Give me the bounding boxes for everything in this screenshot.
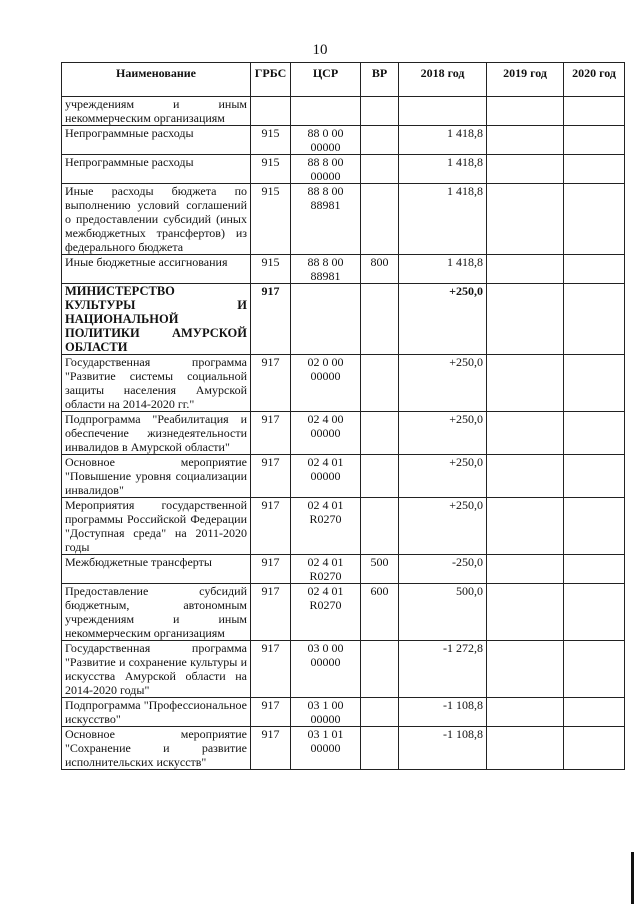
cell-2020 [564,184,625,255]
cell-csr: 88 8 00 88981 [291,255,361,284]
cell-2019 [487,355,564,412]
table-header [62,63,625,97]
cell-2020 [564,355,625,412]
cell-2019 [487,97,564,126]
cell-vr [361,97,399,126]
cell-2018: +250,0 [399,284,487,355]
cell-name: Межбюджетные трансферты [62,555,251,584]
cell-grbs: 917 [251,555,291,584]
cell-2019 [487,455,564,498]
cell-2018: -1 272,8 [399,641,487,698]
cell-2019 [487,641,564,698]
cell-name: Иные бюджетные ассигнования [62,255,251,284]
cell-2019 [487,498,564,555]
page-number: 10 [312,42,328,58]
table-row [62,126,625,155]
cell-2019 [487,584,564,641]
cell-grbs: 917 [251,584,291,641]
cell-vr [361,126,399,155]
cell-2018: -1 108,8 [399,727,487,770]
cell-csr: 02 4 00 00000 [291,412,361,455]
cell-grbs: 915 [251,255,291,284]
cell-vr [361,498,399,555]
header-vr: ВР [361,63,399,97]
table-row [62,641,625,698]
cell-csr [291,97,361,126]
cell-2018: 1 418,8 [399,155,487,184]
cell-csr: 88 8 00 00000 [291,155,361,184]
cell-2018: +250,0 [399,455,487,498]
cell-name: Подпрограмма "Профессиональное искусство" [62,698,251,727]
cell-vr [361,355,399,412]
cell-name: Государственная программа "Развитие системы социальной защиты населения Амурской области на 2014-2020 гг." [62,355,251,412]
cell-2018: 1 418,8 [399,184,487,255]
cell-csr: 02 4 01 00000 [291,455,361,498]
cell-grbs: 915 [251,184,291,255]
cell-name: Основное мероприятие "Повышение уровня социализации инвалидов" [62,455,251,498]
table-body [62,97,625,770]
header-grbs: ГРБС [251,63,291,97]
cell-name: Мероприятия государственной программы Российской Федерации "Доступная среда" на 2011-2020 годы [62,498,251,555]
table-row [62,184,625,255]
cell-2019 [487,698,564,727]
table-row [62,555,625,584]
cell-grbs: 917 [251,284,291,355]
cell-grbs [251,97,291,126]
cell-2018: -250,0 [399,555,487,584]
cell-2018: +250,0 [399,355,487,412]
cell-csr: 03 1 01 00000 [291,727,361,770]
header-csr: ЦСР [291,63,361,97]
table-row [62,498,625,555]
cell-2020 [564,97,625,126]
cell-grbs: 917 [251,355,291,412]
cell-2020 [564,455,625,498]
cell-2020 [564,255,625,284]
cell-2018: 1 418,8 [399,126,487,155]
table-row [62,727,625,770]
cell-csr: 88 8 00 88981 [291,184,361,255]
cell-grbs: 917 [251,498,291,555]
header-2019: 2019 год [487,63,564,97]
cell-csr: 02 4 01 R0270 [291,555,361,584]
cell-2019 [487,184,564,255]
cell-name: Подпрограмма "Реабилитация и обеспечение жизнедеятельности инвалидов в Амурской области" [62,412,251,455]
cell-name: МИНИСТЕРСТВО КУЛЬТУРЫ И НАЦИОНАЛЬНОЙ ПОЛИТИКИ АМУРСКОЙ ОБЛАСТИ [62,284,251,355]
header-name: Наименование [62,63,251,97]
table-row [62,412,625,455]
cell-name: Непрограммные расходы [62,126,251,155]
cell-2020 [564,284,625,355]
cell-grbs: 917 [251,698,291,727]
cell-2018: 1 418,8 [399,255,487,284]
cell-vr [361,641,399,698]
table-row [62,155,625,184]
table-row [62,455,625,498]
cell-2020 [564,555,625,584]
cell-2020 [564,498,625,555]
cell-name: Основное мероприятие "Сохранение и развитие исполнительских искусств" [62,727,251,770]
cell-2020 [564,641,625,698]
cell-vr [361,155,399,184]
cell-2018 [399,97,487,126]
cell-2020 [564,727,625,770]
budget-table [61,62,625,770]
cell-vr [361,284,399,355]
cell-grbs: 917 [251,727,291,770]
cell-2020 [564,155,625,184]
cell-2020 [564,412,625,455]
scan-edge-mark [631,852,634,904]
table-row [62,284,625,355]
cell-vr [361,184,399,255]
cell-grbs: 917 [251,641,291,698]
cell-name: Непрограммные расходы [62,155,251,184]
cell-grbs: 917 [251,455,291,498]
cell-vr: 800 [361,255,399,284]
cell-name: Иные расходы бюджета по выполнению условий соглашений о предоставлении субсидий (иных межбюджетных трансфертов) из федерального бюджета [62,184,251,255]
cell-csr: 02 4 01 R0270 [291,584,361,641]
cell-2019 [487,255,564,284]
cell-grbs: 915 [251,155,291,184]
table-row [62,255,625,284]
cell-csr: 88 0 00 00000 [291,126,361,155]
header-2018: 2018 год [399,63,487,97]
cell-csr [291,284,361,355]
table-row [62,584,625,641]
header-2020: 2020 год [564,63,625,97]
cell-vr: 500 [361,555,399,584]
cell-csr: 03 1 00 00000 [291,698,361,727]
cell-2019 [487,727,564,770]
cell-2018: -1 108,8 [399,698,487,727]
cell-2019 [487,126,564,155]
cell-2018: +250,0 [399,498,487,555]
cell-2019 [487,155,564,184]
table-row [62,698,625,727]
cell-vr [361,455,399,498]
cell-csr: 03 0 00 00000 [291,641,361,698]
cell-2018: +250,0 [399,412,487,455]
header-row [62,63,625,97]
cell-2019 [487,284,564,355]
cell-2019 [487,412,564,455]
cell-vr [361,698,399,727]
cell-vr [361,412,399,455]
cell-2018: 500,0 [399,584,487,641]
cell-name: учреждениям и иным некоммерческим организациям [62,97,251,126]
cell-name: Предоставление субсидий бюджетным, автономным учреждениям и иным некоммерческим организациям [62,584,251,641]
table-row [62,355,625,412]
cell-vr: 600 [361,584,399,641]
cell-csr: 02 0 00 00000 [291,355,361,412]
cell-2020 [564,126,625,155]
cell-2020 [564,698,625,727]
cell-grbs: 915 [251,126,291,155]
cell-vr [361,727,399,770]
cell-grbs: 917 [251,412,291,455]
cell-2019 [487,555,564,584]
cell-name: Государственная программа "Развитие и сохранение культуры и искусства Амурской области на 2014-2020 годы" [62,641,251,698]
cell-2020 [564,584,625,641]
table-row [62,97,625,126]
cell-csr: 02 4 01 R0270 [291,498,361,555]
